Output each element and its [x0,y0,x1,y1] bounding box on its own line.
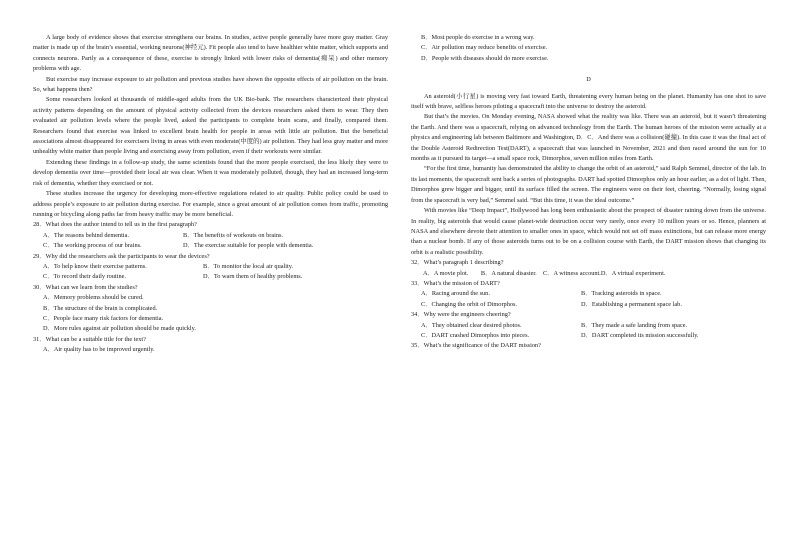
option-d: D．More rules against air pollution should be made quickly. [43,325,196,333]
question-29 [33,252,388,283]
option-b: B．To monitor the local air quality. [203,262,294,270]
option-d: D．DART completed its mission successfully. [581,331,699,339]
option-d: D．Establishing a permanent space lab. [581,300,682,308]
passage-paragraph: Some researchers looked at thousands of middle-aged adults from the UK Bio-bank. The researchers characterized their physical activity patterns depending on the amount of physical activity collected from the devices researchers asked them to wear. They then evaluated air pollution levels where the people lived, asked the participants to complete brain scans, and finally, compared them. Researchers found that exercise was linked to excellent brain health for people in areas with little air pollution. But the beneficial associations almost disappeared for exercisers living in areas with even moderate(中度的) air pollution. They had less gray matter and more unhealthy white matter than people living and exercising away from pollution, even if their workouts were similar. [33,96,388,156]
passage-paragraph: “For the first time, humanity has demonstrated the ability to change the orbit of an asteroid,” said Ralph Semmel, director of the lab. In its last moments, the spacecraft sent back a series of photographs. DART had spotted Dimorphos only an hour earlier, as a dot of light. Then, Dimorphos grew bigger and bigger, until its surface filled the screen. The engineers were on their feet, cheering. “Normally, losing signal from the spacecraft is very bad,” Semmel said. “But this time, it was the ideal outcome.” [411,165,766,204]
option-b: B．The structure of the brain is complicated. [43,304,158,312]
passage-paragraph: A large body of evidence shows that exercise strengthens our brains. In studies, active people generally have more gray matter. Gray matter is made up of the brain’s essential, working neurons(神经元). Fit people also tend to have healthier white matter, which supports and connects neurons. Partly as a consequence of these, exercise is strongly linked with lower risks of dementia(痴呆) and other memory problems with age. [33,34,388,73]
option-a: A．Memory problems should be cured. [43,294,144,302]
question-28 [33,220,388,251]
option-c: C．Changing the orbit of Dimorphos. [421,300,518,308]
option-b: B．They made a safe landing from space. [581,321,688,329]
option-a: A．The reasons behind dementia. [43,231,130,239]
question-32 [411,258,766,279]
passage-paragraph: These studies increase the urgency for developing more-effective regulations related to air quality. Public policy could be used to address people’s exposure to air pollution during exercise. For example, since a great amount of air pollution comes from traffic, promoting running or bicycling along paths far from heavy traffic may be more beneficial. [33,190,388,218]
question-stem: 33．What’s the mission of DART? [411,279,500,287]
section-heading: D [586,76,591,84]
question-stem: 35．What’s the significance of the DART mission? [411,342,541,350]
option-c: C．To record their daily routine. [43,273,126,281]
question-stem: 32．What’s paragraph 1 describing? [411,259,504,267]
option-c: C．The working process of our brains. [43,242,142,250]
question-stem: 30．What can we learn from the studies? [33,283,138,291]
option-b: B．Most people do exercise in a wrong way. [421,34,535,41]
options-row: A．A movie plot. B．A natural disaster. C．A witness account.D．A virtual experiment. [423,269,666,277]
question-31 [33,335,388,356]
option-c: C．People face many risk factors for dementia. [43,314,164,322]
passage-paragraph: With movies like “Deep Impact”, Hollywood has long been enthusiastic about the prospect of disaster raining down from the universe. In reality, big asteroids that would cause planet-wide destruction occur very rarely, once every 10 million years or so. Hence, planners at NASA and elsewhere devote their attention to smaller ones in space, which would not set off mass extinctions, but can release more energy than a nuclear bomb. If any of those asteroids turns out to be on a collision course with Earth, the DART mission shows that changing its orbit is a realistic possibility. [411,207,766,256]
question-stem: 34．Why were the engineers cheering? [411,311,511,319]
passage-paragraph: But exercise may increase exposure to air pollution and previous studies have shown the opposite effects of air pollution on the brain. So, what happens then? [33,75,388,94]
passage-paragraph: An asteroid(小行星) is moving very fast toward Earth, threatening every human being on the planet. Humanity has one shot to save itself with brave, selfless heroes piloting a spacecraft into the universe to destroy the asteroid. [411,92,766,111]
left-column [33,33,388,356]
option-b: B．The benefits of workouts on brains. [183,231,284,239]
passage-paragraph: Extending these findings in a follow-up study, the same scientists found that the more people exercised, the less likely they were to develop dementia over time—provided their local air was clear. When it was moderately polluted, though, they had an increased long-term risk of dementia, whether they exercised or not. [33,158,388,187]
question-stem: 28．What does the author intend to tell us in the first paragraph? [33,221,197,229]
question-35 [411,341,766,351]
option-b: B．Tracking asteroids in space. [581,290,662,298]
question-30 [33,283,388,335]
option-c: C．DART crashed Dimorphos into pieces. [421,331,530,339]
question-33 [411,279,766,310]
right-column [411,33,766,352]
option-a: A．To help know their exercise patterns. [43,262,147,270]
question-stem: 29．Why did the researchers ask the participants to wear the devices? [33,252,210,260]
question-stem: 31．What can be a suitable title for the text? [33,335,146,343]
option-a: A．Air quality has to be improved urgently. [43,346,155,354]
option-d: D．The exercise suitable for people with dementia. [183,242,314,250]
option-a: A．They obtained clear desired photos. [421,321,522,329]
option-d: D．People with diseases should do more exercise. [421,54,549,62]
option-c: C．Air pollution may reduce benefits of exercise. [421,44,548,52]
passage-paragraph: But that’s the movies. On Monday evening, NASA showed what the reality was like. There was an asteroid, but it wasn’t threatening the Earth. And there was a spacecraft, relying on advanced technology from the Earth. The human heroes of the mission were actually at a physics and engineering lab between Baltimore and Washington, D．C．And there was a collision(碰撞). In this case it was the final act of the Double Asteroid Redirection Test(DART), a spacecraft that was launched in November, 2021 and then raced around the sun for 10 months as it pursued its target—a small space rock, Dimorphos, seven million miles from Earth. [411,113,766,163]
option-d: D．To warn them of healthy problems. [203,273,303,281]
option-a: A．Racing around the sun. [421,290,490,298]
question-34 [411,310,766,341]
